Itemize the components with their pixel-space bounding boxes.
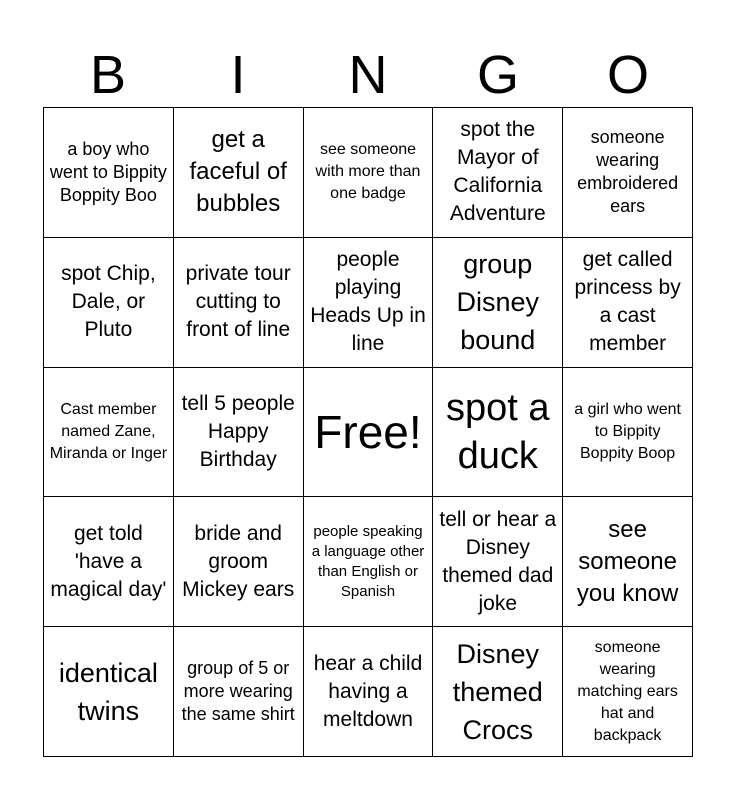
bingo-cell[interactable] xyxy=(304,627,434,757)
bingo-cell-text: tell or hear a Disney themed dad joke xyxy=(439,507,557,615)
bingo-cell[interactable] xyxy=(563,627,693,757)
bingo-cell[interactable] xyxy=(174,497,304,627)
bingo-cell-text: people playing Heads Up in line xyxy=(310,248,426,356)
bingo-cell[interactable] xyxy=(563,497,693,627)
bingo-cell-text: tell 5 people Happy Birthday xyxy=(181,391,295,471)
bingo-cell[interactable] xyxy=(44,627,174,757)
bingo-cell[interactable] xyxy=(304,238,434,368)
bingo-cell[interactable] xyxy=(174,627,304,757)
bingo-cell[interactable] xyxy=(433,627,563,757)
bingo-cell-text: spot Chip, Dale, or Pluto xyxy=(61,262,156,342)
bingo-cell-text: someone wearing matching ears hat and backpack xyxy=(577,638,678,744)
bingo-card-grid xyxy=(43,107,693,757)
bingo-cell[interactable] xyxy=(563,108,693,238)
bingo-free-space[interactable] xyxy=(304,368,434,498)
bingo-cell-text: get called princess by a cast member xyxy=(574,248,681,356)
bingo-cell[interactable] xyxy=(304,108,434,238)
bingo-cell-text: identical twins xyxy=(58,657,158,726)
bingo-cell-text: get told 'have a magical day' xyxy=(50,521,167,601)
bingo-cell-text: see someone with more than one badge xyxy=(315,141,421,203)
bingo-cell-text: a girl who went to Bippity Boppity Boop xyxy=(574,400,681,462)
bingo-cell[interactable] xyxy=(433,368,563,498)
bingo-cell[interactable] xyxy=(304,497,434,627)
bingo-cell-text: bride and groom Mickey ears xyxy=(182,521,295,601)
bingo-cell-text: private tour cutting to front of line xyxy=(185,262,291,342)
bingo-cell[interactable] xyxy=(44,497,174,627)
bingo-title xyxy=(43,42,693,108)
title-letter-b: B xyxy=(89,45,127,105)
bingo-cell[interactable] xyxy=(44,108,174,238)
bingo-cell[interactable] xyxy=(44,368,174,498)
title-letter-o: O xyxy=(606,45,649,105)
bingo-cell[interactable] xyxy=(433,238,563,368)
bingo-cell-text: Free! xyxy=(314,405,422,458)
bingo-cell-text: someone wearing embroidered ears xyxy=(577,127,679,217)
bingo-cell-text: group of 5 or more wearing the same shirt xyxy=(181,658,295,725)
bingo-cell-text: Disney themed Crocs xyxy=(452,638,543,745)
bingo-cell-text: people speaking a language other than English or Spanish xyxy=(311,522,425,600)
bingo-cell-text: see someone you know xyxy=(576,515,679,607)
bingo-cell-text: Cast member named Zane, Miranda or Inger xyxy=(49,400,168,462)
bingo-cell[interactable] xyxy=(433,108,563,238)
bingo-cell-text: spot the Mayor of California Adventure xyxy=(449,118,546,226)
bingo-cell-text: spot a duck xyxy=(446,386,550,477)
bingo-cell[interactable] xyxy=(174,238,304,368)
bingo-cell-text: hear a child having a meltdown xyxy=(313,651,423,731)
title-letter-g: G xyxy=(476,45,519,105)
bingo-cell-text: get a faceful of bubbles xyxy=(189,126,287,218)
bingo-cell-text: a boy who went to Bippity Boppity Boo xyxy=(49,138,167,205)
bingo-cell[interactable] xyxy=(563,238,693,368)
bingo-cell[interactable] xyxy=(174,108,304,238)
bingo-cell[interactable] xyxy=(174,368,304,498)
title-letter-i: I xyxy=(230,45,246,105)
bingo-cell[interactable] xyxy=(44,238,174,368)
bingo-cell[interactable] xyxy=(563,368,693,498)
bingo-cell-text: group Disney bound xyxy=(456,249,540,356)
bingo-cell[interactable] xyxy=(433,497,563,627)
title-letter-n: N xyxy=(348,45,388,105)
